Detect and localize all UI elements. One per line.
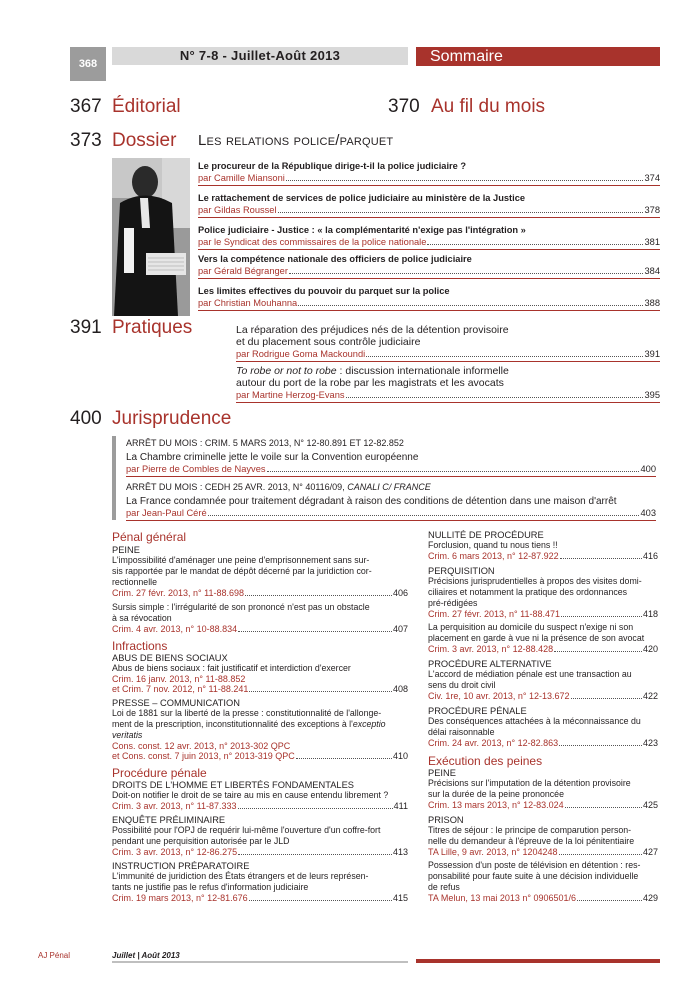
juris-item-title: La Chambre criminelle jette le voile sur la Convention européenne [126,452,419,463]
pratiques-item-title: La réparation des préjudices nés de la détention provisoire [236,324,509,336]
execution-heading: Exécution des peines [428,754,543,768]
page-number: 368 [70,47,106,81]
dossier-heading[interactable]: Dossier [112,130,177,151]
ref-text: et Crim. 7 nov. 2012, n° 11-88.241 [112,684,249,694]
entry-ref[interactable] [112,684,408,694]
procedure-heading: Procédure pénale [112,766,207,780]
ref-text: Crim. 19 mars 2013, n° 12-81.676 [112,893,248,903]
ref-text: et Cons. const. 7 juin 2013, n° 2013-319 QPC [112,751,295,761]
entry-text: pré-rédigées [428,598,478,608]
dossier-item-title: Le procureur de la République dirige-t-il la police judiciaire ? [198,161,467,171]
au-fil-heading[interactable]: Au fil du mois [431,96,546,117]
dossier-item-author: par Gérald Bégranger [198,266,288,276]
judge-photo [112,158,190,316]
dossier-item-author: par Camille Miansoni [198,173,285,183]
editorial-page: 367 [70,96,102,117]
dossier-item-title: Police judiciaire - Justice : « la complémentarité n'exige pas l'intégration » [198,225,526,235]
entry-text: rectionnelle [112,577,157,587]
nullite-subheading: NULLITÉ DE PROCÉDURE [428,530,544,540]
entry-text: Précisions jurisprudentielles à propos des visites domi- [428,576,642,586]
entry-text: de refus [428,882,460,892]
entry-ref[interactable] [112,624,408,634]
entry-ref[interactable] [112,847,408,857]
juris-item-title: La France condamnée pour traitement dégradant à raison des conditions de détention dans une maison d'arrêt [126,496,617,507]
presse-subheading: PRESSE – COMMUNICATION [112,698,240,708]
entry-ref[interactable] [112,751,408,761]
ref-page: 427 [642,847,658,857]
ref-page: 422 [642,691,658,701]
pratiques-page: 391 [70,317,102,338]
entry-ref[interactable] [428,738,658,748]
entry-text: La perquisition au domicile du suspect n'exige ni son [428,622,634,632]
juris-item[interactable] [126,482,656,521]
entry-text: sur la durée de la peine prononcée [428,789,564,799]
entry-text: Forclusion, quand tu nous tiens !! [428,540,558,550]
perquisition-subheading: PERQUISITION [428,566,495,576]
entry-ref[interactable] [428,644,658,654]
ref-text: TA Lille, 9 avr. 2013, n° 1204248 [428,847,558,857]
entry-text: Sursis simple : l'irrégularité de son prononcé n'est pas un obstacle [112,602,370,612]
abus-subheading: ABUS DE BIENS SOCIAUX [112,653,228,663]
dossier-item[interactable] [198,193,660,218]
dossier-item[interactable] [198,161,660,186]
entry-ref[interactable] [428,691,658,701]
left-column [112,530,408,903]
peine-subheading: PEINE [112,545,140,555]
pratiques-item[interactable] [236,324,660,362]
entry-text: ment de la prescription, inconstitutionnalité des exceptions à l' [112,719,353,729]
entry-text: Doit-on notifier le droit de se taire au mis en cause entendu librement ? [112,790,389,800]
dossier-item-page: 378 [644,205,660,215]
footer-rule-red [416,959,660,963]
ref-text: Crim. 3 avr. 2013, n° 12-88.428 [428,644,554,654]
entry-text: Possession d'un poste de télévision en détention : res- [428,860,641,870]
juris-item-head-italic: CANALI C/ FRANCE [347,482,431,492]
ref-text: Crim. 6 mars 2013, n° 12-87.922 [428,551,559,561]
entry-text: Possibilité pour l'OPJ de requérir lui-même l'ouverture d'un coffre-fort [112,825,381,835]
ref-page: 413 [392,847,408,857]
pratiques-item-title-line2: et du placement sous contrôle judiciaire [236,336,421,348]
dossier-item-title: Les limites effectives du pouvoir du parquet sur la police [198,286,450,296]
ref-text: Crim. 3 avr. 2013, n° 12-86.275 [112,847,238,857]
dossier-item-author: par le Syndicat des commissaires de la police nationale [198,237,427,247]
entry-ref[interactable] [112,801,408,811]
entry-ref[interactable] [428,551,658,561]
entry-text: tants ne justifie pas le refus d'information judiciaire [112,882,309,892]
ref-page: 425 [642,800,658,810]
entry-ref[interactable] [428,893,658,903]
ref-page: 418 [642,609,658,619]
pratiques-item-title-line2: autour du port de la robe par les magistrats et les avocats [236,377,504,389]
ref-page: 420 [642,644,658,654]
entry-text: pendant une perquisition autorisée par le JLD [112,836,290,846]
pratiques-heading[interactable]: Pratiques [112,317,193,338]
ref-text: Crim. 4 avr. 2013, n° 10-88.834 [112,624,238,634]
entry-ref[interactable] [428,609,658,619]
entry-text: L'impossibilité d'aménager une peine d'emprisonnement sans sur- [112,555,370,565]
entry-ref[interactable] [428,847,658,857]
jurisprudence-page: 400 [70,408,102,429]
footer-journal: AJ Pénal [38,951,71,960]
entry-ref[interactable] [428,800,658,810]
ref-page: 415 [392,893,408,903]
juris-item-page: 400 [640,464,656,474]
infractions-heading: Infractions [112,639,168,653]
entry-text: sens du droit civil [428,680,496,690]
ref-page: 406 [392,588,408,598]
editorial-heading[interactable]: Éditorial [112,96,181,117]
issue-label: N° 7-8 - Juillet-Août 2013 [179,48,341,63]
dossier-item-page: 384 [644,266,660,276]
juris-item-author: par Pierre de Combles de Nayves [126,464,266,474]
au-fil-page: 370 [388,96,420,117]
entry-text: Des conséquences attachées à la méconnaissance du [428,716,641,726]
ref-text: Crim. 24 avr. 2013, n° 12-82.863 [428,738,559,748]
entry-text: placement en garde à vue ni la présence de son avocat [428,633,645,643]
dossier-item-author: par Gildas Roussel [198,205,277,215]
ref-page: 416 [642,551,658,561]
procedure-penale-subheading: PROCÉDURE PÉNALE [428,706,527,716]
entry-text-italic: veritatis [112,730,143,740]
juris-item-page: 403 [640,508,656,518]
entry-ref[interactable] [112,588,408,598]
entry-text: L'accord de médiation pénale est une transaction au [428,669,632,679]
penal-general-heading: Pénal général [112,530,187,544]
dossier-item-title: Le rattachement de services de police judiciaire au ministère de la Justice [198,193,526,203]
juris-item[interactable] [126,438,656,477]
entry-text: Précisions sur l'imputation de la détention provisoire [428,778,631,788]
ref-text: TA Melun, 13 mai 2013 n° 0906501/6 [428,893,577,903]
droits-subheading: DROITS DE L'HOMME ET LIBERTÉS FONDAMENTALES [112,780,354,790]
entry-ref[interactable] [112,893,408,903]
ref-text: Crim. 16 janv. 2013, n° 11-88.852 [112,674,246,684]
ref-page: 411 [393,801,408,811]
entry-text: sis rapportée par le mandat de dépôt décerné par la juridiction cor- [112,566,372,576]
entry-text: à sa révocation [112,613,172,623]
ref-text: Crim. 27 févr. 2013, n° 11-88.471 [428,609,561,619]
entry-text: délai raisonnable [428,727,495,737]
ref-page: 410 [392,751,408,761]
entry-text-italic: exceptio [352,719,386,729]
sommaire-title: Sommaire [430,48,503,65]
footer-rule-gray [112,961,408,963]
entry-text: ciliaires et notamment la pratique des ordonnances [428,587,628,597]
ref-text: Cons. const. 12 avr. 2013, n° 2013-302 QPC [112,741,291,751]
ref-text: Crim. 27 févr. 2013, n° 11-88.698 [112,588,245,598]
pratiques-item-page: 395 [644,390,660,400]
dossier-subtitle: Les relations police/parquet [198,132,394,149]
pratiques-item-title-italic: To robe or not to robe [236,365,337,377]
entry-text: nelle du demandeur à l'épreuve de la loi pénitentiaire [428,836,635,846]
ref-page: 423 [642,738,658,748]
dossier-item-title: Vers la compétence nationale des officiers de police judiciaire [198,254,472,264]
entry-ref[interactable] [112,674,408,684]
dossier-page: 373 [70,130,102,151]
pratiques-item-title: : discussion internationale informelle [336,365,509,377]
entry-text: Titres de séjour : le principe de comparution person- [428,825,632,835]
footer-date: Juillet | Août 2013 [112,951,180,960]
ref-text: Crim. 13 mars 2013, n° 12-83.024 [428,800,564,810]
jurisprudence-heading[interactable]: Jurisprudence [112,408,232,429]
jurisprudence-side-bar [112,436,116,520]
entry-ref[interactable] [112,741,408,751]
juris-item-author: par Jean-Paul Céré [126,508,207,518]
alternative-subheading: PROCÉDURE ALTERNATIVE [428,659,552,669]
prison-subheading: PRISON [428,815,464,825]
dossier-item[interactable] [198,225,660,250]
ref-page: 407 [392,624,408,634]
entry-text: ponsabilité pour faute suite à une décision individuelle [428,871,639,881]
entry-text: L'immunité de juridiction des États étrangers et de leurs représen- [112,871,369,881]
dossier-item[interactable] [198,286,660,311]
pratiques-item-author: par Rodrigue Goma Mackoundi [236,349,366,359]
dossier-item-author: par Christian Mouhanna [198,298,298,308]
ref-page: 408 [392,684,408,694]
right-column [428,530,658,903]
peine-subheading: PEINE [428,768,456,778]
ref-page: 429 [642,893,658,903]
pratiques-item-author: par Martine Herzog-Evans [236,390,345,400]
dossier-item[interactable] [198,254,660,279]
enquete-subheading: ENQUÊTE PRÉLIMINAIRE [112,815,226,825]
ref-text: Crim. 3 avr. 2013, n° 11-87.333 [112,801,237,811]
dossier-item-page: 374 [644,173,660,183]
juris-item-head: ARRÊT DU MOIS : CRIM. 5 MARS 2013, N° 12-80.891 ET 12-82.852 [126,438,404,448]
instruction-subheading: INSTRUCTION PRÉPARATOIRE [112,861,250,871]
pratiques-item-page: 391 [644,349,660,359]
pratiques-item[interactable] [236,365,660,403]
ref-text: Civ. 1re, 10 avr. 2013, n° 12-13.672 [428,691,570,701]
entry-text: Loi de 1881 sur la liberté de la presse : constitutionnalité de l'allonge- [112,708,382,718]
dossier-item-page: 381 [644,237,660,247]
sommaire-rule [416,65,660,66]
juris-item-head: ARRÊT DU MOIS : CEDH 25 AVR. 2013, N° 40116/09, [126,482,348,492]
dossier-item-page: 388 [644,298,660,308]
entry-text: Abus de biens sociaux : fait justificatif et interdiction d'exercer [112,663,351,673]
